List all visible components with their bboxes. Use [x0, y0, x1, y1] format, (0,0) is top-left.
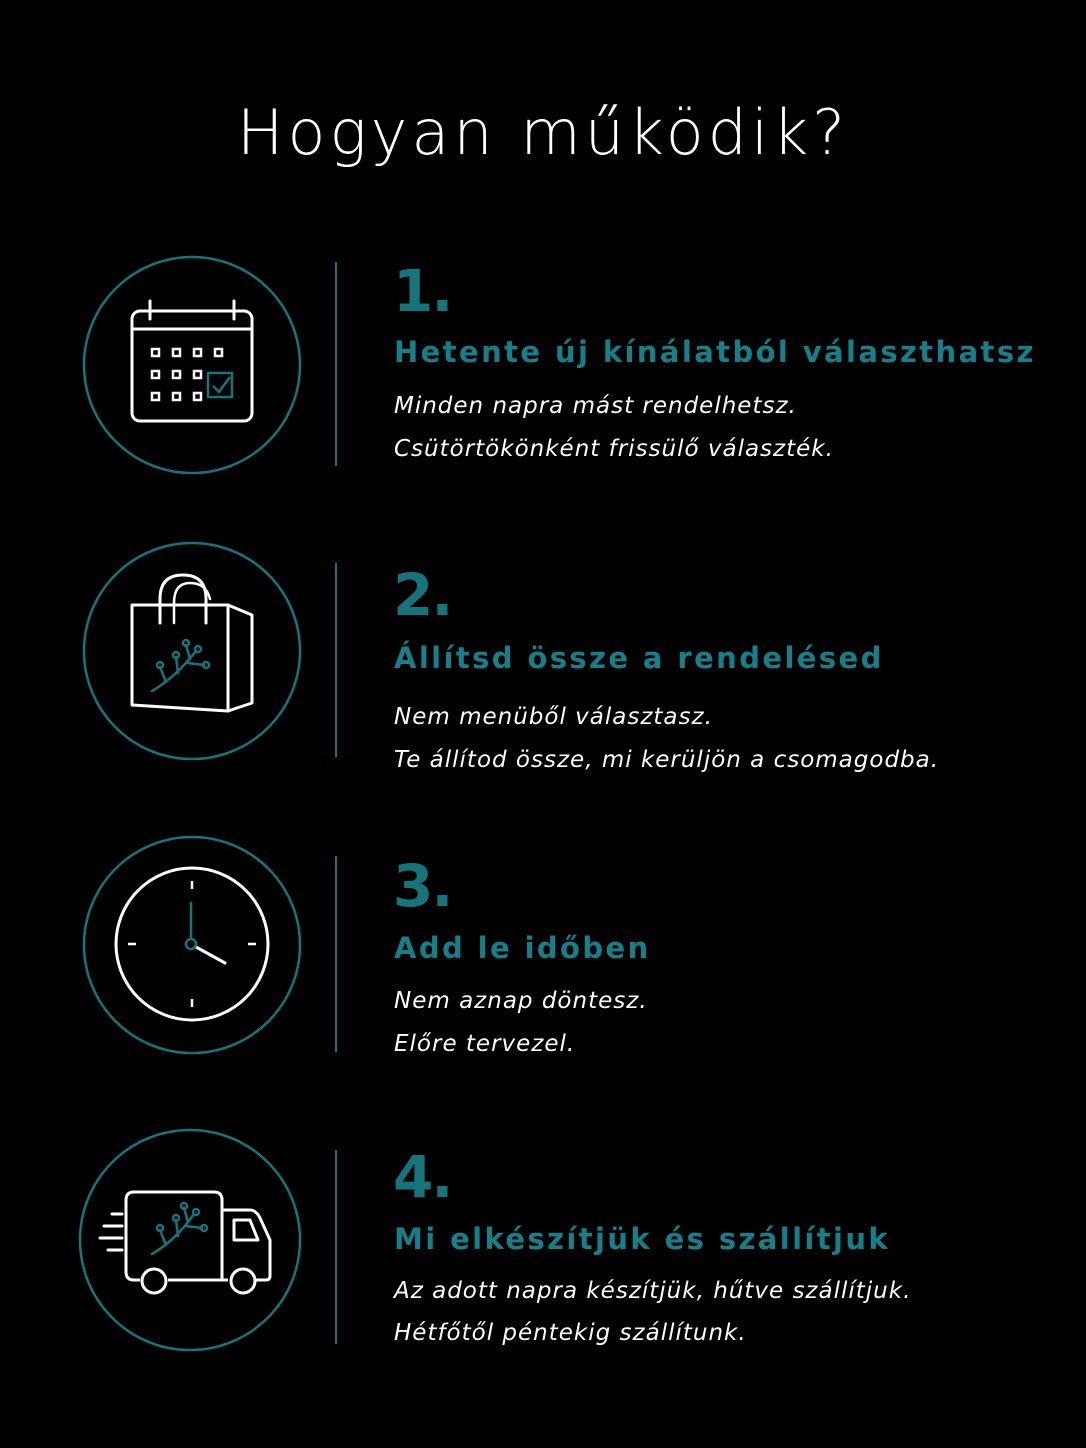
- step-number: 2.: [393, 561, 452, 629]
- step-heading: Állítsd össze a rendelésed: [394, 641, 884, 675]
- step-description-line: Nem menüből választasz.: [394, 704, 713, 730]
- step-heading: Hetente új kínálatból választhatsz: [394, 335, 1036, 369]
- step-heading: Mi elkészítjük és szállítjuk: [394, 1222, 891, 1256]
- step-divider: [335, 856, 337, 1052]
- step-number: 4.: [393, 1143, 452, 1211]
- delivery-truck-icon: [78, 1128, 302, 1352]
- step-description-line: Nem aznap döntesz.: [394, 988, 648, 1014]
- page-title: Hogyan működik?: [236, 96, 850, 169]
- step-heading: Add le időben: [394, 931, 651, 965]
- step-divider: [335, 262, 337, 466]
- step-number: 1.: [393, 257, 452, 325]
- step-description-line: Az adott napra készítjük, hűtve szállítjuk.: [394, 1278, 912, 1304]
- step-description-line: Előre tervezel.: [394, 1031, 576, 1057]
- step-description-line: Minden napra mást rendelhetsz.: [394, 393, 797, 419]
- shopping-bag-icon: [80, 539, 304, 763]
- step-divider: [335, 563, 337, 757]
- clock-icon: [80, 833, 304, 1057]
- step-number: 3.: [393, 852, 452, 920]
- step-description-line: Te állítod össze, mi kerüljön a csomagodba.: [394, 747, 940, 773]
- step-divider: [335, 1150, 337, 1344]
- calendar-icon: [80, 253, 304, 477]
- step-description-line: Hétfőtől péntekig szállítunk.: [394, 1320, 747, 1346]
- step-description-line: Csütörtökönként frissülő választék.: [394, 436, 834, 462]
